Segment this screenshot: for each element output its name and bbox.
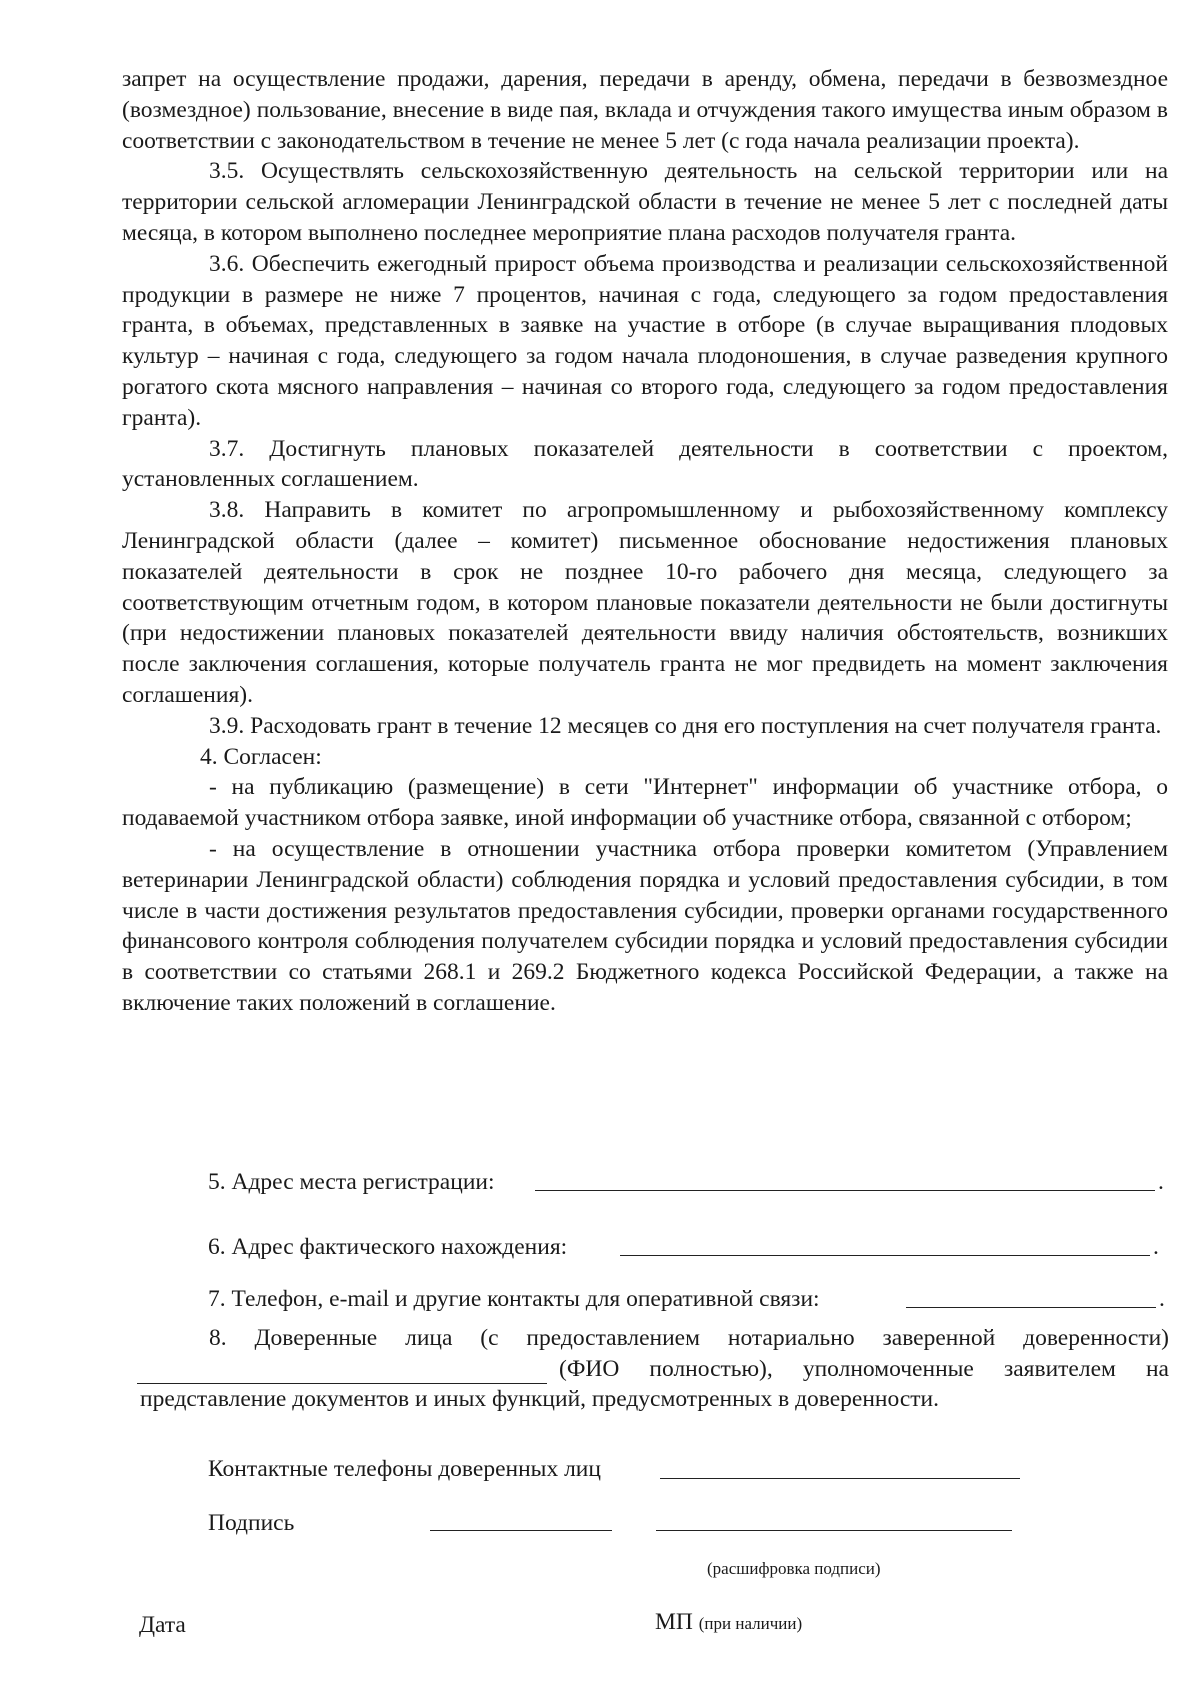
paragraph-3-7: 3.7. Достигнуть плановых показателей деятельности в соответствии с проектом, установленных соглашением. [122, 435, 1168, 493]
contacts-label: 7. Телефон, e-mail и другие контакты для оперативной связи: [208, 1286, 820, 1312]
actual-address-field[interactable] [620, 1255, 1150, 1256]
trustees-line-1: 8. Доверенные лица (с предоставлением нотариально заверенной доверенности) [209, 1325, 1169, 1351]
trustees-line-2-text: (ФИО полностью), уполномоченные заявителем на [559, 1355, 1169, 1382]
contacts-field[interactable] [906, 1307, 1156, 1308]
trustee-phones-label: Контактные телефоны доверенных лиц [208, 1456, 601, 1482]
stamp-label: МП [655, 1609, 693, 1635]
signature-label: Подпись [208, 1510, 295, 1536]
trustees-block [137, 1323, 1169, 1415]
trustee-phones-field[interactable] [660, 1478, 1020, 1479]
trustees-line-3: представление документов и иных функций, предусмотренных в доверенности. [140, 1386, 939, 1412]
stamp-block [655, 1607, 802, 1639]
paragraph-3-6: 3.6. Обеспечить ежегодный прирост объема производства и реализации сельскохозяйственной продукции в размере не ниже 7 процентов, начиная с года, следующего за годом предоставления гранта, в объемах, представленных в заявке на участие в отборе (в случае выращивания плодовых культур – начиная с года, следующего за годом начала плодоношения, в случае разведения крупного рогатого скота мясного направления – начиная со второго года, следующего за годом предоставления гранта). [122, 250, 1168, 431]
actual-address-label: 6. Адрес фактического нахождения: [208, 1234, 568, 1260]
paragraph-4-publication: - на публикацию (размещение) в сети "Интернет" информации об участнике отбора, о подаваемой участником отбора заявке, иной информации об участнике отбора, связанной с отбором; [122, 774, 1168, 832]
trustees-line-2 [137, 1354, 1169, 1385]
actual-address-period: . [1153, 1234, 1159, 1260]
paragraph-3-9: 3.9. Расходовать грант в течение 12 месяцев со дня его поступления на счет получателя гранта. [209, 712, 1162, 739]
document-body [122, 64, 1168, 1019]
signature-field[interactable] [430, 1530, 612, 1531]
signature-decode-field[interactable] [656, 1530, 1012, 1531]
contacts-period: . [1159, 1286, 1165, 1312]
trustees-name-field[interactable] [137, 1361, 547, 1384]
paragraph-continuation: запрет на осуществление продажи, дарения, передачи в аренду, обмена, передачи в безвозмездное (возмездное) пользование, внесение в виде пая, вклада и отчуждения такого имущества иным образом в соответствии с законодательством в течение не менее 5 лет (с года начала реализации проекта). [122, 66, 1168, 154]
reg-address-field[interactable] [535, 1190, 1155, 1191]
paragraph-3-8: 3.8. Направить в комитет по агропромышленному и рыбохозяйственному комплексу Ленинградской области (далее – комитет) письменное обоснование недостижения плановых показателей деятельности в срок не позднее 10-го рабочего дня месяца, следующего за соответствующим отчетным годом, в котором плановые показатели деятельности не были достигнуты (при недостижении плановых показателей деятельности ввиду наличия обстоятельств, возникших после заключения соглашения, которые получатель гранта не мог предвидеть на момент заключения соглашения). [122, 497, 1168, 708]
reg-address-label: 5. Адрес места регистрации: [208, 1169, 495, 1195]
paragraph-4-inspection: - на осуществление в отношении участника отбора проверки комитетом (Управлением ветеринарии Ленинградской области) соблюдения порядка и условий предоставления субсидии, в том числе в части достижения результатов предоставления субсидии, проверки органами государственного финансового контроля соблюдения получателем субсидии порядка и условий предоставления субсидии в соответствии со статьями 268.1 и 269.2 Бюджетного кодекса Российской Федерации, а также на включение таких положений в соглашение. [122, 835, 1168, 1016]
reg-address-period: . [1158, 1169, 1164, 1195]
stamp-note: (при наличии) [698, 1614, 803, 1633]
paragraph-3-5: 3.5. Осуществлять сельскохозяйственную деятельность на сельской территории или на территории сельской агломерации Ленинградской области в течение не менее 5 лет с последней даты месяца, в котором выполнено последнее мероприятие плана расходов получателя гранта. [122, 158, 1168, 246]
date-label: Дата [139, 1612, 186, 1638]
signature-decode-note: (расшифровка подписи) [707, 1559, 881, 1578]
paragraph-4-agree: 4. Согласен: [200, 743, 322, 770]
